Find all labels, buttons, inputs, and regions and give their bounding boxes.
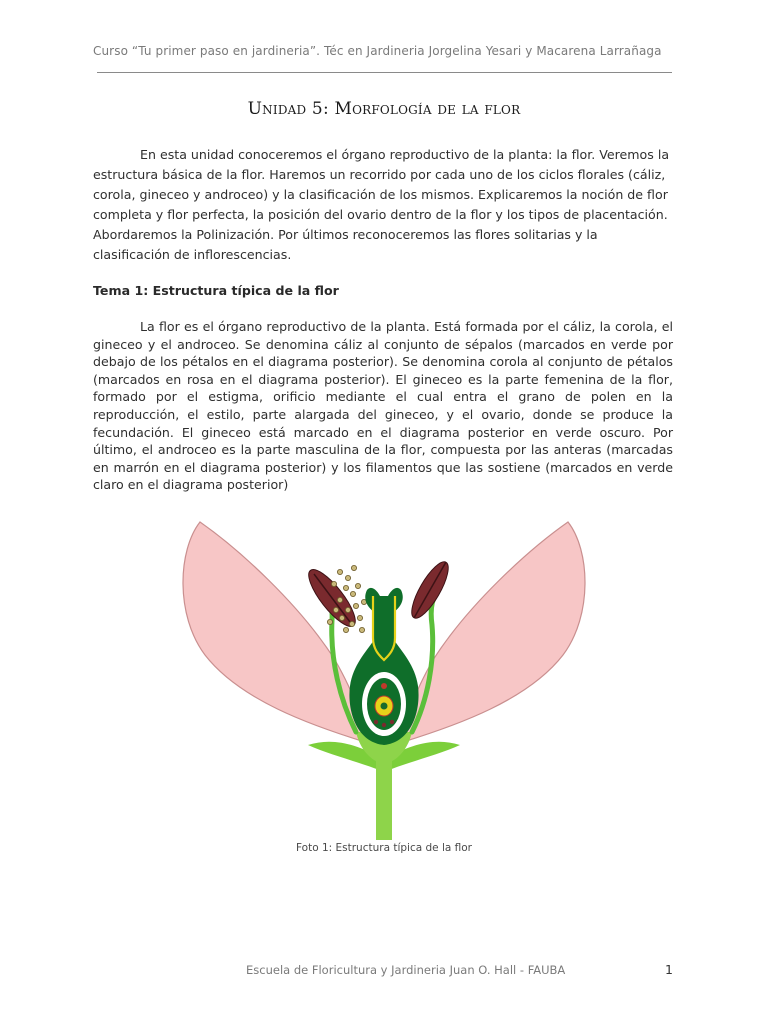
ovule-nucleus bbox=[381, 703, 388, 710]
section-title: Tema 1: Estructura típica de la flor bbox=[93, 283, 339, 298]
pollen-grain bbox=[337, 597, 342, 602]
pollen-grain bbox=[345, 607, 350, 612]
pollen-grain bbox=[355, 583, 360, 588]
ovule-cell bbox=[382, 723, 386, 727]
flower-diagram-svg bbox=[160, 510, 608, 840]
pollen-grain bbox=[327, 619, 332, 624]
pollen-grain bbox=[351, 565, 356, 570]
section-paragraph-text: La flor es el órgano reproductivo de la planta. Está formada por el cáliz, la corola, el gineceo y el androceo. Se denomina cáliz al conjunto de sépalos (marcados en verde por debajo de los pétalos en el diagrama posterior). Se denomina corola al conjunto de pétalos (marcados en rosa en el diagrama posterior). El gineceo es la parte femenina de la flor, formado por el estigma, orificio mediante el cual entra el grano de polen en la reproducción, el estilo, parte alargada del gineceo, y el ovario, donde se produce la fecundación. El gineceo está marcado en el diagrama posterior en verde oscuro. Por último, el androceo es la parte masculina de la flor, compuesta por las anteras (marcadas en marrón en el diagrama posterior) y los filamentos que las sostiene (marcados en verde claro en el diagrama posterior) bbox=[93, 319, 673, 493]
page-number: 1 bbox=[665, 962, 673, 977]
pollen-grain bbox=[343, 627, 348, 632]
pollen-grain bbox=[337, 569, 342, 574]
ovule-cell bbox=[381, 683, 387, 689]
section-paragraph bbox=[93, 318, 673, 494]
document-header: Curso “Tu primer paso en jardineria”. Téc en Jardineria Jorgelina Yesari y Macarena Larrañaga bbox=[93, 44, 662, 58]
pollen-grain bbox=[331, 581, 336, 586]
pollen-grain bbox=[333, 607, 338, 612]
pollen-grain bbox=[350, 591, 355, 596]
stem bbox=[376, 758, 392, 840]
pollen-grain bbox=[357, 615, 362, 620]
pollen-grain bbox=[339, 615, 344, 620]
flower-diagram bbox=[160, 510, 608, 840]
intro-paragraph bbox=[93, 145, 673, 265]
pollen-grain bbox=[345, 575, 350, 580]
pollen-grain bbox=[349, 621, 354, 626]
ovule-cell bbox=[374, 720, 378, 724]
pollen-grain bbox=[359, 627, 364, 632]
ovule-cell bbox=[390, 720, 394, 724]
left-petal bbox=[183, 522, 365, 742]
pollen-grain bbox=[353, 603, 358, 608]
pollen-grain bbox=[343, 585, 348, 590]
unit-title: Unidad 5: Morfología de la flor bbox=[247, 99, 521, 119]
intro-text: En esta unidad conoceremos el órgano reproductivo de la planta: la flor. Veremos la estructura básica de la flor. Haremos un recorrido por cada uno de los ciclos florales (cáliz, corola, gineceo y androceo) y la clasificación de los mismos. Explicaremos la noción de flor completa y flor perfecta, la posición del ovario dentro de la flor y los tipos de placentación. Abordaremos la Polinización. Por últimos reconoceremos las flores solitarias y la clasificación de inflorescencias. bbox=[93, 147, 670, 262]
footer-school: Escuela de Floricultura y Jardineria Juan O. Hall - FAUBA bbox=[246, 963, 566, 977]
header-divider bbox=[97, 72, 672, 73]
figure-caption: Foto 1: Estructura típica de la flor bbox=[295, 842, 473, 854]
